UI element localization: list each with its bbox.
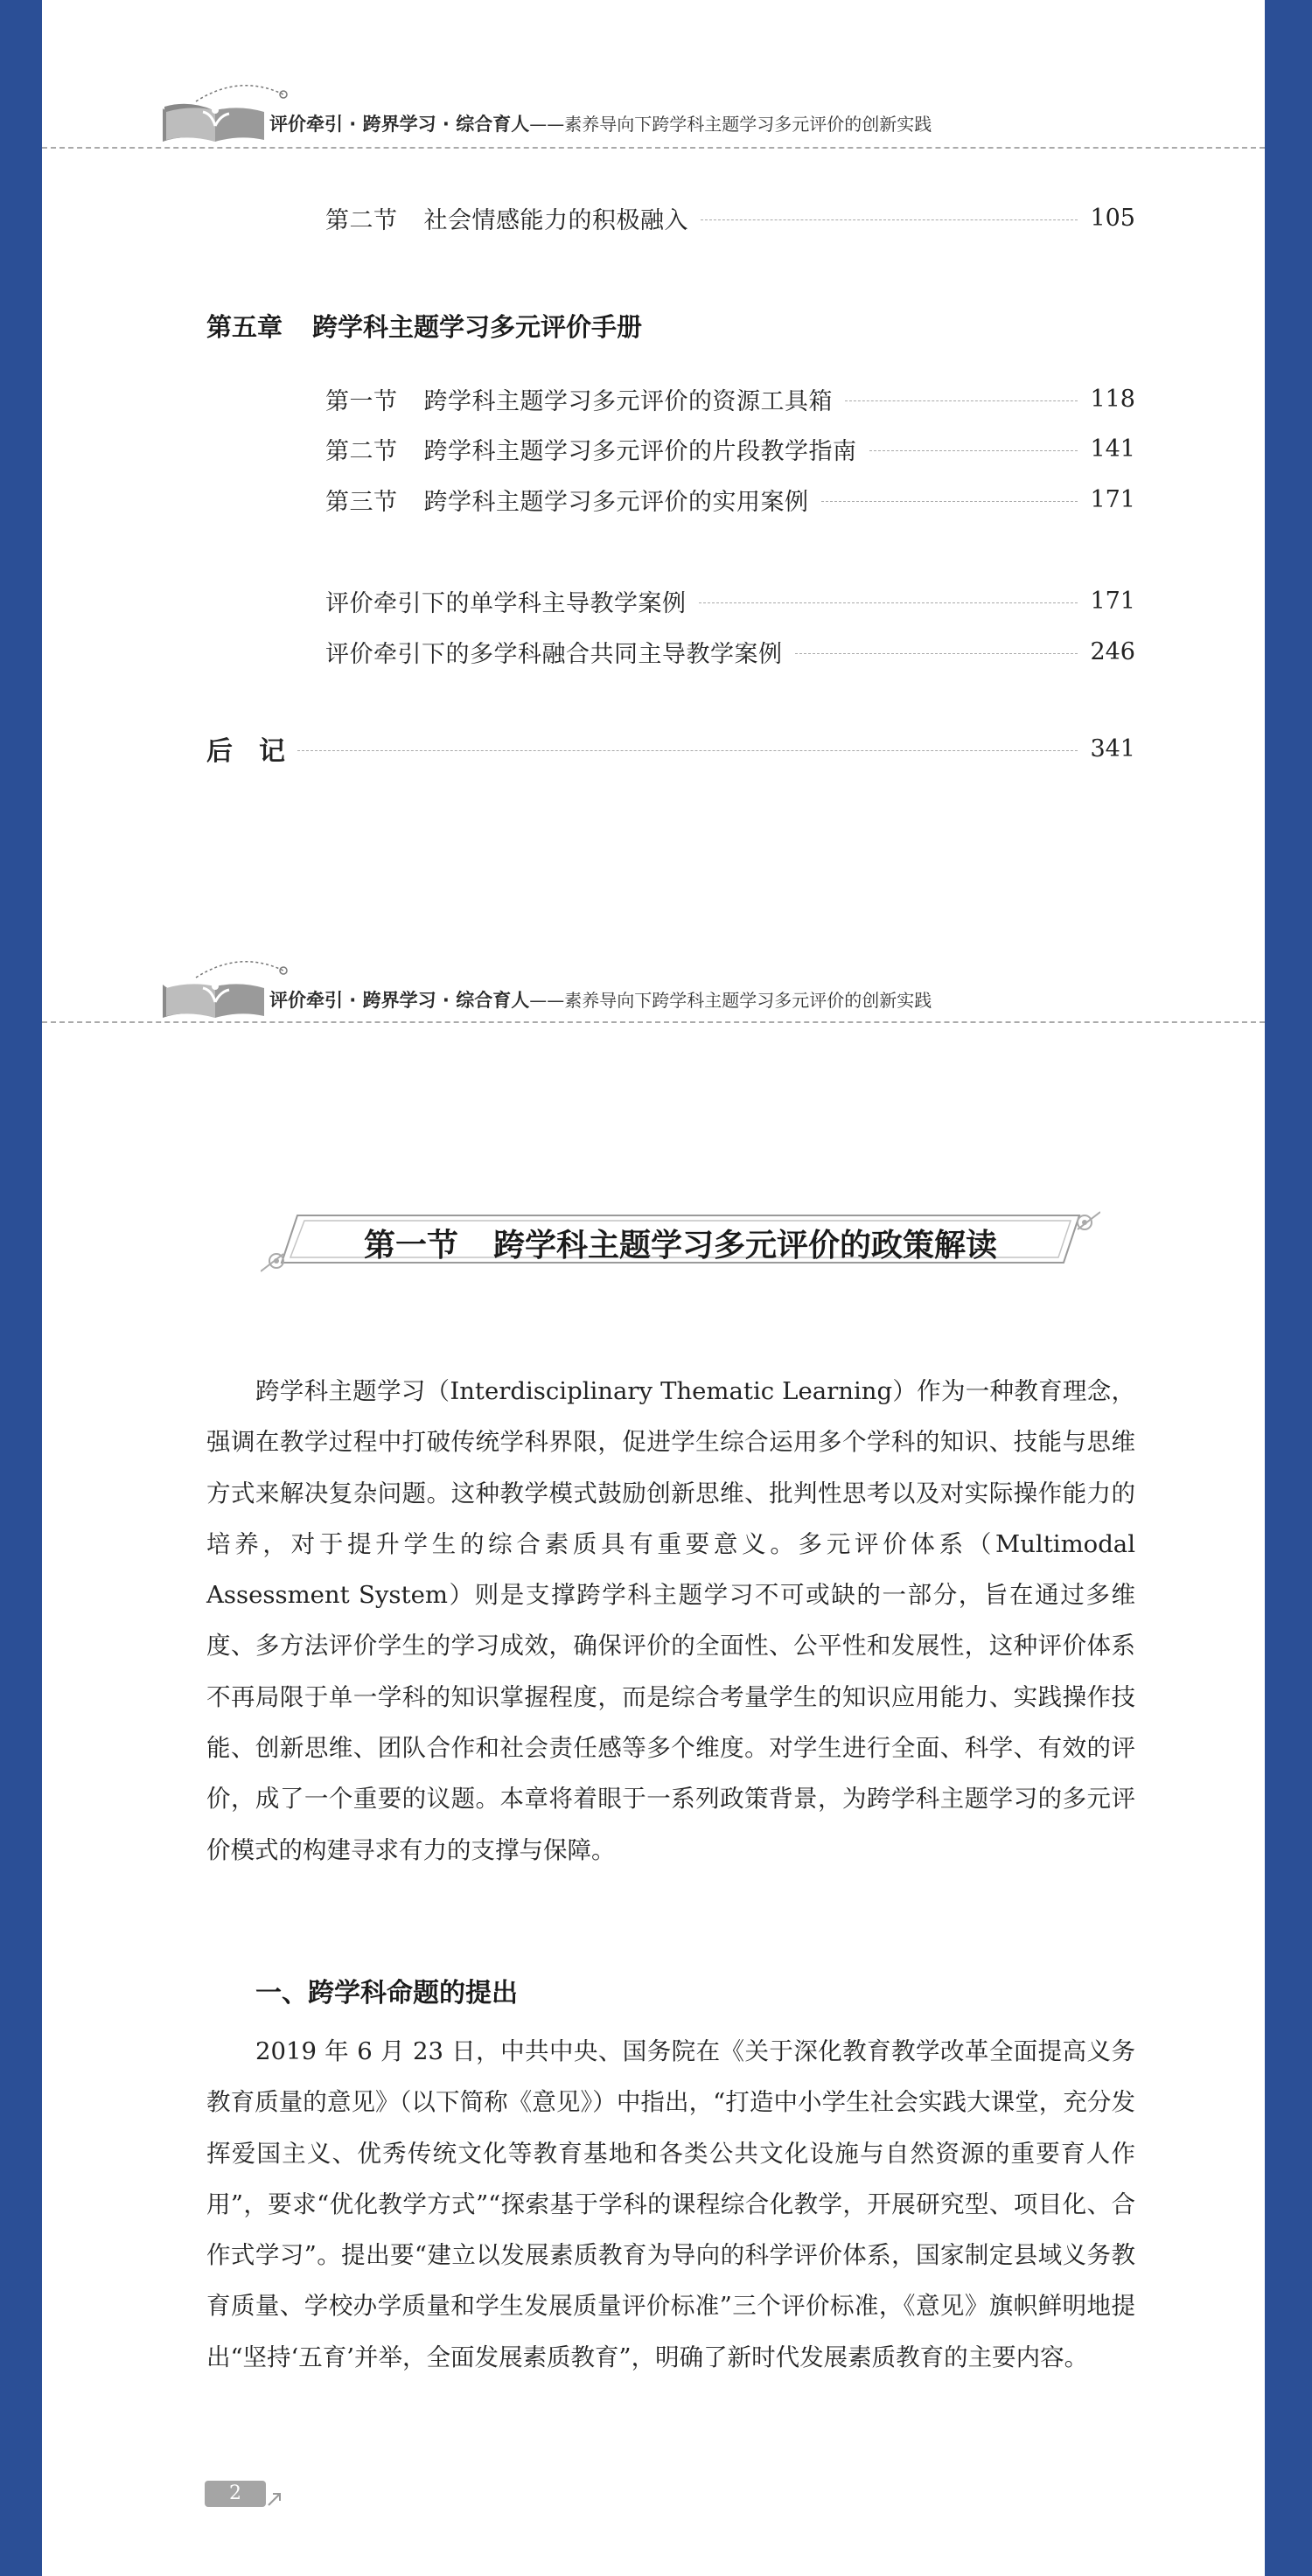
dot-leader — [699, 602, 1078, 603]
corner-arrow-icon — [266, 2490, 283, 2508]
toc-entry[interactable]: 第二节 社会情感能力的积极融入 105 — [325, 205, 1135, 234]
toc-entry[interactable]: 评价牵引下的单学科主导教学案例 171 — [325, 588, 1135, 617]
header-subtitle: 素养导向下跨学科主题学习多元评价的创新实践 — [564, 990, 932, 1011]
section-title-banner — [261, 1210, 1100, 1273]
toc-page-number: 105 — [1090, 205, 1135, 232]
toc-chapter-heading[interactable]: 第五章 跨学科主题学习多元评价手册 — [206, 312, 643, 342]
header-subtitle: 素养导向下跨学科主题学习多元评价的创新实践 — [564, 114, 932, 135]
toc-entry[interactable]: 第二节 跨学科主题学习多元评价的片段教学指南 141 — [325, 435, 1135, 465]
subsection-heading: 一、跨学科命题的提出 — [255, 1978, 518, 2009]
toc-page-number: 171 — [1090, 588, 1135, 615]
toc-afterword[interactable]: 后 记 341 — [206, 735, 1135, 767]
dot-leader — [297, 750, 1078, 751]
dot-leader — [795, 653, 1078, 654]
section-title: 第一节 跨学科主题学习多元评价的政策解读 — [363, 1228, 998, 1264]
toc-page-number: 246 — [1090, 638, 1135, 665]
toc-page-number: 141 — [1090, 435, 1135, 463]
dot-leader — [701, 219, 1078, 220]
toc-entry[interactable]: 第三节 跨学科主题学习多元评价的实用案例 171 — [325, 486, 1135, 516]
running-header-text: 评价牵引 · 跨界学习 · 综合育人——素养导向下跨学科主题学习多元评价的创新实践 — [269, 114, 932, 135]
header-series: 评价牵引 · 跨界学习 · 综合育人 — [269, 114, 530, 135]
toc-page-number: 341 — [1090, 735, 1135, 762]
header-rule — [42, 1021, 1265, 1023]
toc-entry[interactable]: 评价牵引下的多学科融合共同主导教学案例 246 — [325, 638, 1135, 668]
header-series: 评价牵引 · 跨界学习 · 综合育人 — [269, 990, 530, 1011]
page-number-badge: 2 — [205, 2481, 266, 2507]
toc-entry[interactable]: 第一节 跨学科主题学习多元评价的资源工具箱 118 — [325, 386, 1135, 415]
running-header-text: 评价牵引 · 跨界学习 · 综合育人——素养导向下跨学科主题学习多元评价的创新实践 — [269, 990, 932, 1011]
content-page — [42, 951, 1265, 2576]
subsection-paragraph: 2019 年 6 月 23 日，中共中央、国务院在《关于深化教育教学改革全面提高义务教育质量的意见》（以下简称《意见》）中指出，“打造中小学生社会实践大课堂，充分发挥爱国主义、优秀传统文化等教育基地和各类公共文化设施与自然资源的重要育人作用”，要求“优化教学方式”“探索基于学科的课程综合化教学，开展研究型、项目化、合作式学习”。提出要“建立以发展素质教育为导向的科学评价体系，国家制定县域义务教育质量、学校办学质量和学生发展质量评价标准”三个评价标准，《意见》旗帜鲜明地提出“坚持‘五育’并举，全面发展素质教育”，明确了新时代发展素质教育的主要内容。 — [206, 2037, 1135, 2371]
running-header — [161, 75, 1254, 136]
toc-page-number: 118 — [1090, 386, 1135, 413]
intro-paragraph: 跨学科主题学习（Interdisciplinary Thematic Learning）作为一种教育理念，强调在教学过程中打破传统学科界限，促进学生综合运用多个学科的知识、技能与思维方式来解决复杂问题。这种教学模式鼓励创新思维、批判性思考以及对实际操作能力的培养，对于提升学生的综合素质具有重要意义。多元评价体系（Multimodal Assessment System）则是支撑跨学科主题学习不可或缺的一部分，旨在通过多维度、多方法评价学生的学习成效，确保评价的全面性、公平性和发展性，这种评价体系不再局限于单一学科的知识掌握程度，而是综合考量学生的知识应用能力、实践操作技能、创新思维、团队合作和社会责任感等多个维度。对学生进行全面、科学、有效的评价，成了一个重要的议题。本章将着眼于一系列政策背景，为跨学科主题学习的多元评价模式的构建寻求有力的支撑与保障。 — [206, 1377, 1135, 1864]
dot-leader — [845, 400, 1078, 401]
toc-page-number: 171 — [1090, 486, 1135, 513]
header-rule — [42, 147, 1265, 149]
dot-leader — [821, 501, 1078, 502]
dot-leader — [869, 450, 1078, 451]
running-header — [161, 951, 1254, 1013]
toc-page — [42, 0, 1265, 951]
